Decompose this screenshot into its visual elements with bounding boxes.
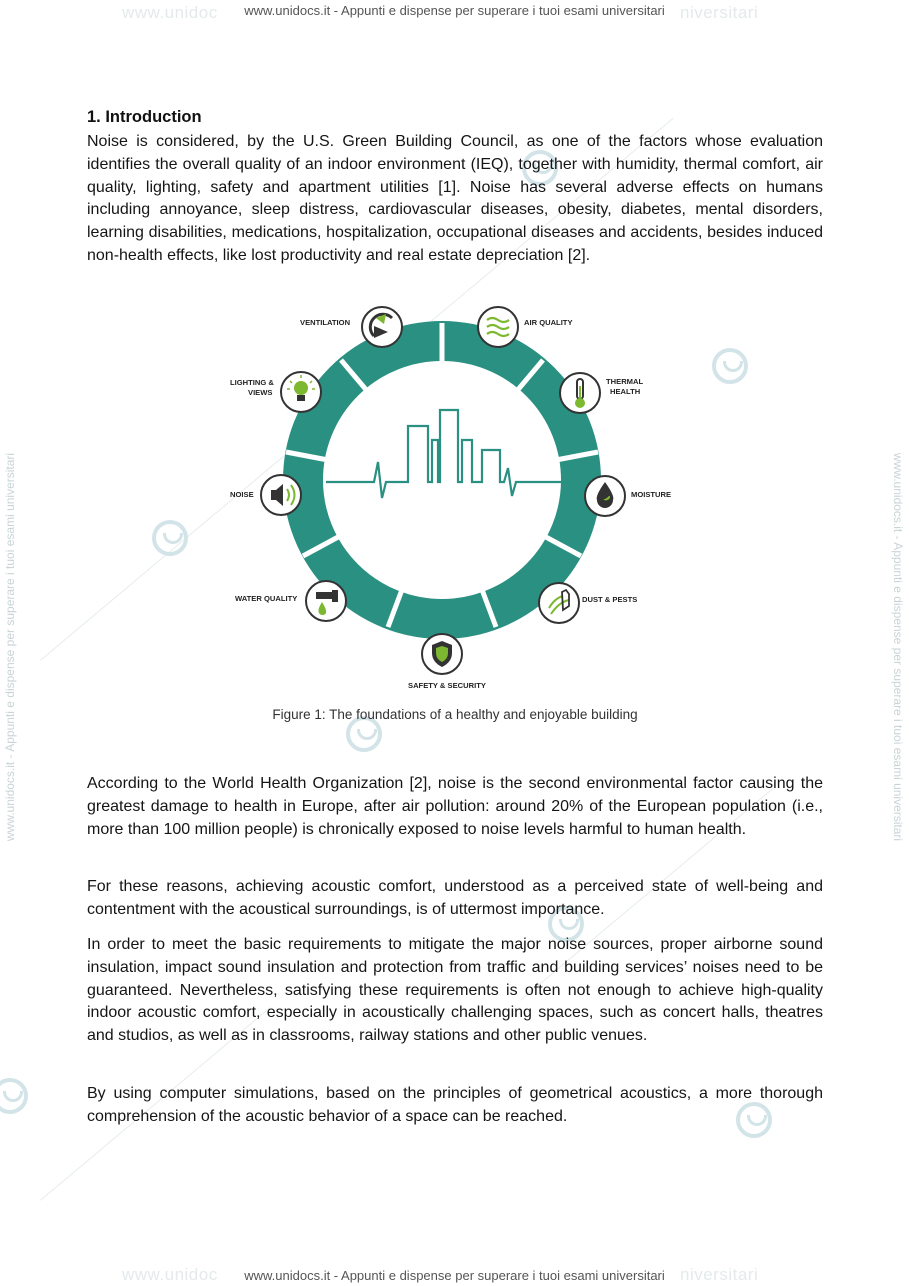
label-thermal-1: THERMAL: [606, 377, 644, 386]
label-safety-security: SAFETY & SECURITY: [408, 681, 486, 690]
ghost-watermark-right: niversitari: [680, 3, 759, 22]
paragraph-1: Noise is considered, by the U.S. Green Building Council, as one of the factors whose evaluation identifies the overall quality of an indoor environment (IEQ), together with humidity, thermal comfort, air quality, lighting, safety and apartment utilities [1]. Noise has several adverse effects on humans including annoyance, sleep distress, cardiovascular diseases, obesity, diabetes, mental disorders, learning disabilities, medications, hospitalization, occupational diseases and accidents, besides induced non-health effects, like lost productivity and real estate depreciation [2].: [87, 133, 823, 264]
watermark-logo-icon: [152, 520, 188, 556]
side-watermark-left: www.unidocs.it - Appunti e dispense per superare i tuoi esami universitari: [3, 452, 17, 842]
paragraph-3: For these reasons, achieving acoustic comfort, understood as a perceived state of well-being and contentment with the acoustical surroundings, is of uttermost importance.: [87, 878, 823, 918]
paragraph-5: By using computer simulations, based on the principles of geometrical acoustics, a more thorough comprehension of the acoustic behavior of a space can be reached.: [87, 1085, 823, 1125]
ghost-watermark-left: www.unidoc: [122, 3, 218, 22]
label-ventilation: VENTILATION: [300, 318, 351, 327]
label-air-quality: AIR QUALITY: [524, 318, 573, 327]
watermark-logo-icon: [0, 1078, 28, 1114]
label-moisture: MOISTURE: [631, 490, 672, 499]
ghost-watermark-bottom-left: www.unidoc: [122, 1265, 218, 1284]
ghost-watermark-bottom-right: niversitari: [680, 1265, 759, 1284]
label-lighting-1: LIGHTING &: [230, 378, 274, 387]
bug-hand-icon: [539, 583, 579, 623]
paragraph-4: In order to meet the basic requirements to mitigate the major noise sources, proper airborne sound insulation, impact sound insulation and protection from traffic and building services’ noises need to be guaranteed. Nevertheless, satisfying these requirements is often not enough to achieve high-quality indoor acoustic comfort, especially in acoustically challenging spaces, such as concert halls, theatres and studios, as well as in classrooms, railway stations and other public venues.: [87, 936, 823, 1045]
footer-watermark: www.unidocs.it - Appunti e dispense per superare i tuoi esami universitari: [244, 1268, 665, 1283]
figure-caption: Figure 1: The foundations of a healthy and enjoyable building: [272, 707, 638, 722]
label-dust-pests: DUST & PESTS: [582, 595, 638, 604]
section-heading: 1. Introduction: [87, 108, 202, 126]
watermark-logo-icon: [712, 348, 748, 384]
header-watermark: www.unidocs.it - Appunti e dispense per superare i tuoi esami universitari: [244, 3, 665, 18]
side-watermark-right: www.unidocs.it - Appunti e dispense per superare i tuoi esami universitari: [891, 452, 905, 842]
label-noise: NOISE: [230, 490, 254, 499]
ring-shape: [303, 341, 581, 619]
heartbeat-building-line: [326, 410, 564, 498]
paragraph-2: According to the World Health Organization [2], noise is the second environmental factor causing the greatest damage to health in Europe, after air pollution: around 20% of the European population (i.e., more than 100 million people) is chronically exposed to noise levels harmful to human health.: [87, 775, 823, 838]
label-lighting-2: VIEWS: [248, 388, 273, 397]
label-thermal-2: HEALTH: [610, 387, 641, 396]
faucet-icon: [306, 581, 346, 621]
label-water-quality: WATER QUALITY: [235, 594, 298, 603]
figure-healthy-building: [226, 300, 686, 700]
